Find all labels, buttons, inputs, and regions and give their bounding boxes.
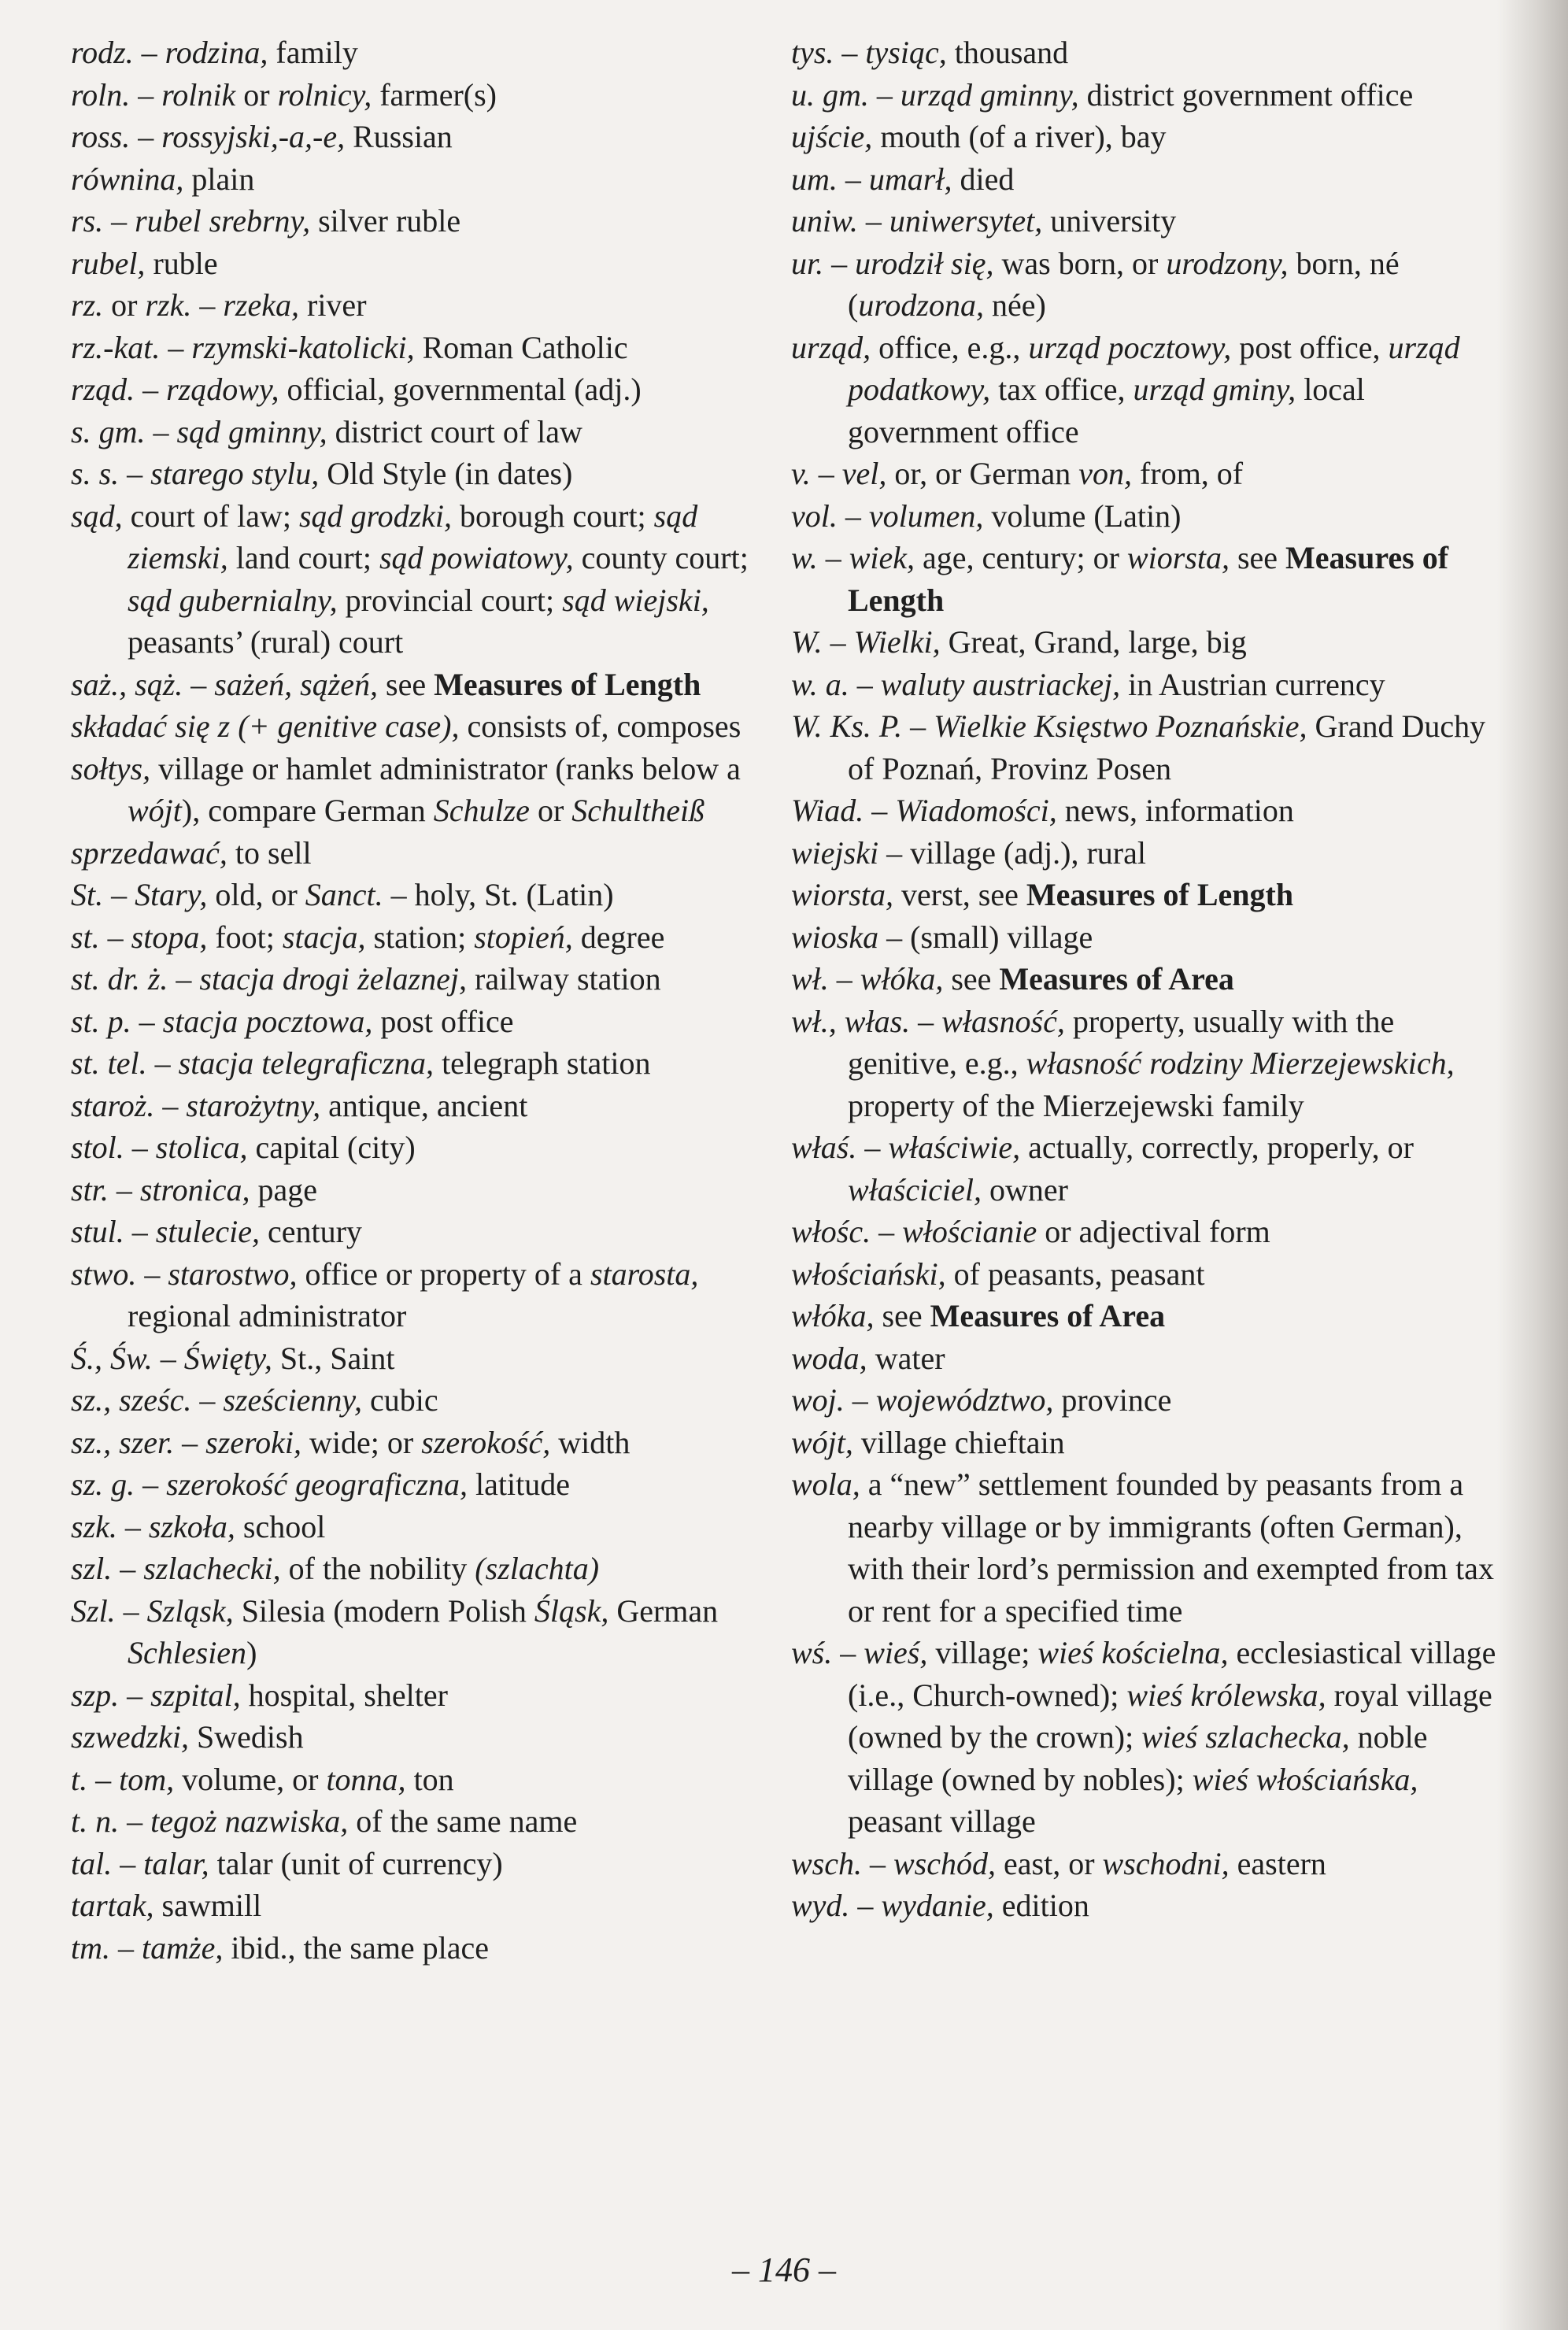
glossary-entry: [71, 1506, 779, 1548]
definition-text: in Austrian currency: [1120, 666, 1385, 702]
definition-text: plain: [183, 161, 255, 197]
term-text: sąd,: [71, 497, 123, 534]
left-column: [71, 31, 779, 1969]
glossary-entry: [71, 1759, 779, 1801]
term-text: tal. – talar,: [71, 1845, 209, 1881]
definition-text: post office: [372, 1003, 514, 1039]
definition-text: degree: [572, 919, 665, 955]
glossary-entry: [71, 1927, 779, 1969]
definition-text: was born, or: [993, 245, 1167, 281]
definition-text: to sell: [227, 834, 312, 871]
term-text: v. – vel,: [791, 456, 887, 491]
glossary-entry: [71, 1169, 779, 1211]
term-text: wola,: [791, 1466, 860, 1502]
definition-text: ): [246, 1635, 257, 1670]
term-text: sąd ziemski,: [128, 497, 698, 575]
definition-text: telegraph station: [434, 1045, 651, 1081]
right-column: [791, 31, 1503, 1927]
term-text: sąd grodzki,: [298, 497, 453, 534]
definition-text: ), compare German: [181, 793, 434, 828]
glossary-entry: [71, 1000, 779, 1043]
definition-text: see: [874, 1298, 930, 1333]
glossary-entry: [71, 874, 779, 916]
term-text: wójt: [128, 793, 182, 828]
definition-text: – village (adj.), rural: [878, 834, 1146, 871]
definition-text: of the nobility: [280, 1551, 475, 1586]
term-text: vol. – volumen,: [791, 497, 984, 534]
definition-text: of peasants, peasant: [945, 1256, 1205, 1292]
term-text: szwedzki,: [71, 1719, 189, 1755]
term-text: wł., włas. – własność,: [791, 1003, 1065, 1039]
term-text: wójt,: [791, 1424, 853, 1460]
glossary-entry: [791, 621, 1503, 664]
definition-text: farmer(s): [372, 76, 497, 113]
definition-text: Grand Duchy of Poznań, Provinz Posen: [848, 708, 1486, 786]
term-text: wiorsta,: [791, 877, 894, 912]
glossary-entry: [71, 1548, 779, 1590]
term-text: W. Ks. P. – Wielkie Księstwo Poznańskie,: [791, 708, 1307, 744]
term-text: sz., sześc. – sześcienny,: [71, 1382, 362, 1418]
glossary-entry: [791, 790, 1503, 832]
glossary-entry: [791, 1211, 1503, 1253]
definition-text: royal village (owned by the crown);: [848, 1677, 1492, 1755]
definition-text: talar (unit of currency): [209, 1845, 503, 1881]
definition-text: province: [1053, 1382, 1172, 1418]
term-text: (szlachta): [475, 1551, 600, 1586]
term-text: włośc. – włościanie: [791, 1214, 1037, 1249]
term-text: stul. – stulecie,: [71, 1214, 260, 1249]
term-text: Wiad. – Wiadomości,: [791, 793, 1057, 828]
term-text: woda,: [791, 1340, 867, 1376]
cross-reference: Measures of Area: [999, 961, 1234, 997]
definition-text: railway station: [467, 961, 661, 997]
definition-text: century: [259, 1214, 362, 1249]
term-text: woj. – województwo,: [791, 1382, 1054, 1418]
definition-text: peasants’ (rural) court: [128, 624, 404, 660]
cross-reference: Measures of Area: [930, 1298, 1166, 1333]
definition-text: volume, or: [174, 1761, 327, 1797]
glossary-entry: [791, 31, 1503, 74]
glossary-entry: [71, 1674, 779, 1717]
glossary-entry: [791, 74, 1503, 116]
glossary-entry: [71, 158, 779, 201]
glossary-entry: [791, 1632, 1503, 1843]
term-text: urodzona,: [858, 287, 984, 323]
definition-text: hospital, shelter: [240, 1677, 448, 1713]
term-text: Schulze: [433, 793, 530, 828]
definition-text: wide; or: [301, 1424, 422, 1460]
term-text: urząd gminy,: [1133, 372, 1296, 407]
definition-text: Great, Grand, large, big: [940, 624, 1247, 660]
term-text: Schultheiß: [571, 793, 705, 828]
term-text: sprzedawać,: [71, 834, 227, 871]
definition-text: age, century; or: [915, 540, 1127, 575]
glossary-entry: [791, 874, 1503, 916]
glossary-entry: [71, 116, 779, 158]
definition-text: consists of, composes: [459, 708, 741, 744]
term-text: rolnicy,: [277, 76, 372, 113]
definition-text: width: [550, 1424, 631, 1460]
definition-text: volume (Latin): [983, 497, 1182, 534]
definition-text: regional administrator: [128, 1298, 407, 1333]
term-text: wschodni,: [1102, 1845, 1230, 1881]
glossary-entry: [71, 368, 779, 411]
term-text: wieś szlachecka,: [1141, 1719, 1350, 1755]
definition-text: born, né (: [848, 245, 1400, 323]
definition-text: see: [378, 666, 435, 702]
glossary-entry: [71, 1253, 779, 1337]
term-text: t. – tom,: [71, 1761, 175, 1797]
cross-reference: Measures of Length: [1026, 877, 1294, 912]
definition-text: court of law;: [122, 497, 299, 534]
term-text: wieś kościelna,: [1037, 1635, 1229, 1670]
glossary-entry: [71, 284, 779, 327]
term-text: s. s. – starego stylu,: [71, 456, 320, 491]
definition-text: mouth (of a river), bay: [872, 119, 1167, 154]
definition-text: university: [1042, 203, 1177, 239]
glossary-entry: [71, 453, 779, 495]
term-text: um. – umarł,: [791, 161, 952, 197]
term-text: sąd wiejski,: [562, 582, 709, 618]
definition-text: official, governmental (adj.): [279, 372, 642, 407]
term-text: składać się z (+ genitive case),: [71, 708, 460, 744]
term-text: t. n. – tegoż nazwiska,: [71, 1803, 349, 1839]
definition-text: thousand: [946, 35, 1069, 70]
definition-text: family: [268, 35, 358, 70]
glossary-entry: [71, 1716, 779, 1759]
glossary-entry: [791, 1843, 1503, 1885]
definition-text: old, or: [207, 877, 305, 912]
definition-text: see: [1229, 540, 1286, 575]
definition-text: office, e.g.,: [871, 329, 1029, 365]
glossary-entry: [791, 1253, 1503, 1296]
definition-text: borough court;: [452, 497, 654, 534]
definition-text: county court;: [573, 540, 749, 575]
definition-text: died: [952, 161, 1015, 197]
term-text: wś. – wieś,: [791, 1635, 928, 1670]
term-text: szl. – szlachecki,: [71, 1551, 281, 1586]
definition-text: water: [867, 1340, 945, 1376]
term-text: sąd gubernialny,: [128, 582, 338, 618]
definition-text: ibid., the same place: [223, 1929, 489, 1966]
definition-text: provincial court;: [337, 582, 563, 618]
term-text: wyd. – wydanie,: [791, 1888, 994, 1923]
definition-text: Russian: [345, 119, 453, 154]
term-text: st. dr. ż. – stacja drogi żelaznej,: [71, 961, 467, 997]
term-text: rs. – rubel srebrny,: [71, 203, 311, 239]
definition-text: land court;: [227, 540, 379, 575]
term-text: tys. – tysiąc,: [791, 35, 947, 70]
term-text: staroż. – starożytny,: [71, 1087, 321, 1123]
definition-text: eastern: [1229, 1845, 1326, 1881]
definition-text: from, of: [1132, 456, 1244, 491]
term-text: szp. – szpital,: [71, 1677, 241, 1713]
glossary-entry: [71, 200, 779, 242]
term-text: Schlesien: [128, 1635, 247, 1670]
page-gutter-shadow: [1497, 0, 1568, 2330]
definition-text: ecclesiastical village (i.e., Church-owned);: [848, 1635, 1496, 1713]
definition-text: actually, correctly, properly, or: [1020, 1130, 1414, 1165]
term-text: włóka,: [791, 1298, 875, 1333]
definition-text: post office,: [1231, 329, 1389, 365]
glossary-entry: [71, 31, 779, 74]
term-text: stacja,: [282, 919, 366, 955]
definition-text: peasant village: [848, 1803, 1036, 1839]
definition-text: a “new” settlement founded by peasants from a nearby village or by immigrants (often German), with their lord’s permission and exempted from tax or rent for a specified time: [848, 1466, 1494, 1629]
term-text: saż., sąż. – sażeń, sążeń,: [71, 666, 379, 702]
term-text: równina,: [71, 161, 184, 197]
term-text: rubel,: [71, 245, 146, 281]
definition-text: see: [943, 961, 1000, 997]
definition-text: page: [250, 1171, 317, 1208]
term-text: rodz. – rodzina,: [71, 35, 268, 70]
glossary-entry: [71, 1379, 779, 1422]
glossary-entry: [71, 916, 779, 959]
definition-text: Roman Catholic: [414, 329, 628, 365]
term-text: str. – stronica,: [71, 1171, 250, 1208]
term-text: tm. – tamże,: [71, 1929, 224, 1966]
definition-text: village or hamlet administrator (ranks below a: [150, 750, 741, 786]
term-text: szerokość,: [421, 1424, 551, 1460]
term-text: uniw. – uniwersytet,: [791, 203, 1043, 239]
term-text: wieś włościańska,: [1192, 1761, 1418, 1797]
term-text: st. tel. – stacja telegraficzna,: [71, 1045, 435, 1081]
definition-text: owner: [981, 1171, 1068, 1208]
glossary-entry: [71, 1590, 779, 1674]
term-text: von,: [1078, 456, 1133, 491]
definition-text: or adjectival form: [1037, 1214, 1270, 1249]
term-text: Ś., Św. – Święty,: [71, 1340, 272, 1376]
definition-text: tax office,: [990, 372, 1133, 407]
term-text: s. gm. – sąd gminny,: [71, 413, 327, 449]
definition-text: edition: [993, 1888, 1089, 1923]
glossary-entry: [791, 1126, 1503, 1211]
definition-text: Swedish: [189, 1719, 304, 1755]
definition-text: verst, see: [893, 877, 1026, 912]
glossary-entry: [791, 327, 1503, 453]
term-text: wiorsta,: [1126, 540, 1230, 575]
term-text: rzk. – rzeka,: [145, 287, 299, 323]
definition-text: – (small) village: [878, 919, 1093, 955]
glossary-entry: [791, 916, 1503, 959]
term-text: ur. – urodził się,: [791, 245, 994, 281]
glossary-entry: [71, 1211, 779, 1253]
term-text: starosta,: [590, 1256, 699, 1292]
glossary-entry: [71, 327, 779, 369]
glossary-entry: [71, 1085, 779, 1127]
definition-text: station;: [365, 919, 475, 955]
term-text: tonna,: [326, 1761, 406, 1797]
term-text: własność rodziny Mierzejewskich,: [1026, 1045, 1455, 1081]
definition-text: antique, ancient: [320, 1087, 528, 1123]
term-text: St. – Stary,: [71, 877, 208, 912]
term-text: włościański,: [791, 1256, 946, 1292]
definition-text: ruble: [145, 245, 218, 281]
definition-text: river: [299, 287, 367, 323]
definition-text: ton: [405, 1761, 454, 1797]
glossary-entry: [71, 1337, 779, 1380]
glossary-entry: [791, 116, 1503, 158]
glossary-entry: [71, 832, 779, 875]
definition-text: German: [608, 1592, 719, 1629]
definition-text: or: [235, 76, 278, 113]
definition-text: village chieftain: [852, 1424, 1065, 1460]
glossary-entry: [71, 411, 779, 453]
term-text: Sanct.: [305, 877, 383, 912]
term-text: wsch. – wschód,: [791, 1845, 996, 1881]
term-text: ross. – rossyjski,-a,-e,: [71, 119, 346, 154]
glossary-entry: [791, 1884, 1503, 1927]
glossary-entry: [791, 705, 1503, 790]
term-text: st. – stopa,: [71, 919, 208, 955]
term-text: st. p. – stacja pocztowa,: [71, 1003, 373, 1039]
definition-text: noble village (owned by nobles);: [848, 1719, 1428, 1797]
term-text: u. gm. – urząd gminny,: [791, 76, 1079, 113]
glossary-entry: [71, 748, 779, 832]
cross-reference: Measures of Length: [848, 540, 1449, 618]
definition-text: local government office: [848, 372, 1365, 449]
term-text: rz.: [71, 287, 104, 323]
definition-text: property, usually with the genitive, e.g.,: [848, 1003, 1395, 1081]
term-text: ujście,: [791, 119, 873, 154]
definition-text: capital (city): [247, 1130, 416, 1165]
cross-reference: Measures of Length: [434, 666, 701, 702]
term-text: roln. – rolnik: [71, 76, 236, 113]
definition-text: sawmill: [153, 1888, 262, 1923]
glossary-entry: [71, 1884, 779, 1927]
glossary-entry: [71, 958, 779, 1000]
glossary-entry: [791, 1295, 1503, 1337]
term-text: sąd powiatowy,: [379, 540, 574, 575]
term-text: urząd pocztowy,: [1028, 329, 1232, 365]
glossary-entry: [791, 453, 1503, 495]
glossary-entry: [71, 74, 779, 116]
term-text: właściciel,: [848, 1171, 982, 1208]
term-text: rząd. – rządowy,: [71, 372, 279, 407]
definition-text: office or property of a: [297, 1256, 590, 1292]
definition-text: née): [983, 287, 1046, 323]
definition-text: of the same name: [348, 1803, 578, 1839]
glossary-entry: [71, 1422, 779, 1464]
glossary-entry: [791, 158, 1503, 201]
definition-text: latitude: [468, 1466, 571, 1502]
glossary-entry: [791, 958, 1503, 1000]
glossary-entry: [71, 1843, 779, 1885]
glossary-entry: [791, 242, 1503, 327]
definition-text: news, information: [1056, 793, 1294, 828]
term-text: w. a. – waluty austriackej,: [791, 666, 1121, 702]
term-text: wioska: [791, 919, 879, 955]
term-text: właś. – właściwie,: [791, 1130, 1021, 1165]
term-text: szk. – szkoła,: [71, 1508, 235, 1544]
glossary-entry: [791, 1463, 1503, 1632]
definition-text: Old Style (in dates): [319, 456, 573, 491]
term-text: w. – wiek,: [791, 540, 915, 575]
term-text: urząd,: [791, 329, 871, 365]
glossary-entry: [791, 1422, 1503, 1464]
term-text: sz., szer. – szeroki,: [71, 1424, 301, 1460]
definition-text: St., Saint: [272, 1340, 395, 1376]
definition-text: east, or: [996, 1845, 1103, 1881]
glossary-entry: [71, 1126, 779, 1169]
definition-text: district government office: [1078, 76, 1414, 113]
page-number: – 146 –: [732, 2250, 836, 2289]
term-text: urząd podatkowy,: [848, 329, 1460, 407]
term-text: sz. g. – szerokość geograficzna,: [71, 1466, 468, 1502]
term-text: stol. – stolica,: [71, 1130, 248, 1165]
definition-text: cubic: [361, 1382, 438, 1418]
glossary-entry: [791, 1000, 1503, 1127]
definition-text: property of the Mierzejewski family: [848, 1087, 1304, 1123]
glossary-entry: [791, 200, 1503, 242]
definition-text: or, or German: [886, 456, 1079, 491]
glossary-entry: [71, 705, 779, 748]
term-text: stwo. – starostwo,: [71, 1256, 298, 1292]
term-text: Śląsk,: [534, 1592, 609, 1629]
glossary-entry: [71, 1463, 779, 1506]
glossary-entry: [71, 1042, 779, 1085]
term-text: wł. – włóka,: [791, 961, 944, 997]
definition-text: or: [103, 287, 146, 323]
term-text: wieś królewska,: [1126, 1677, 1326, 1713]
term-text: W. – Wielki,: [791, 624, 941, 660]
definition-text: silver ruble: [310, 203, 461, 239]
glossary-entry: [791, 1379, 1503, 1422]
definition-text: or: [529, 793, 572, 828]
glossary-entry: [71, 1800, 779, 1843]
glossary-entry: [791, 1337, 1503, 1380]
glossary-entry: [791, 537, 1503, 621]
term-text: rz.-kat. – rzymski-katolicki,: [71, 329, 415, 365]
glossary-entry: [71, 242, 779, 285]
term-text: sołtys,: [71, 750, 151, 786]
term-text: tartak,: [71, 1888, 154, 1923]
term-text: Szl. – Szląsk,: [71, 1592, 234, 1629]
glossary-entry: [791, 832, 1503, 875]
term-text: wiejski: [791, 834, 879, 871]
term-text: stopień,: [474, 919, 573, 955]
definition-text: Silesia (modern Polish: [233, 1592, 534, 1629]
glossary-entry: [71, 495, 779, 664]
glossary-entry: [791, 495, 1503, 538]
glossary-entry: [791, 664, 1503, 706]
definition-text: – holy, St. (Latin): [383, 877, 614, 912]
definition-text: school: [235, 1508, 326, 1544]
term-text: urodzony,: [1166, 245, 1289, 281]
definition-text: village;: [927, 1635, 1038, 1670]
definition-text: foot;: [207, 919, 283, 955]
glossary-entry: [71, 664, 779, 706]
definition-text: district court of law: [327, 413, 582, 449]
